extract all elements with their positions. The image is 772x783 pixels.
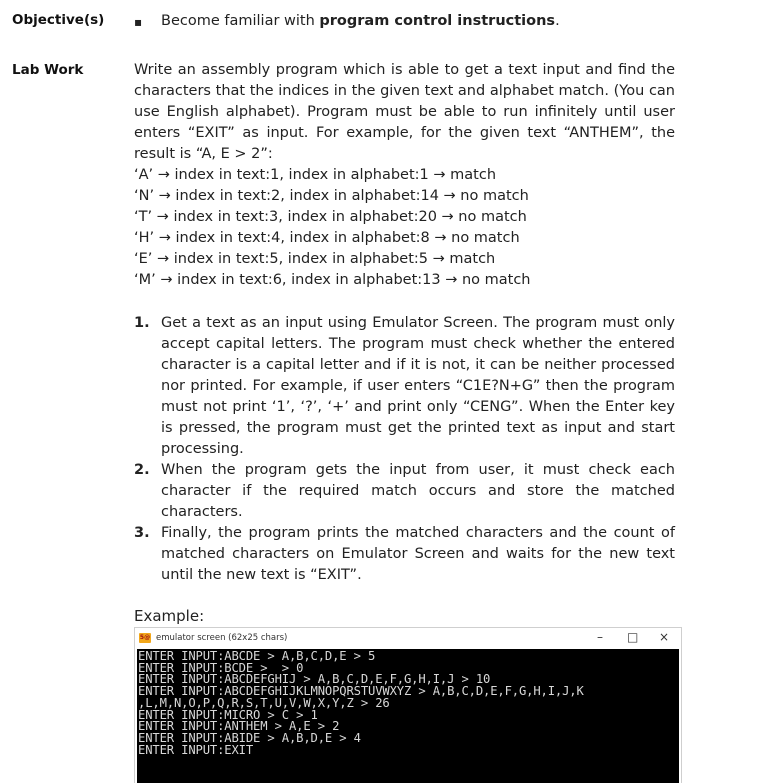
match-line: ‘T’ → index in text:3, index in alphabet:20 → no match [134, 209, 527, 225]
lab-work-label: Lab Work [12, 62, 84, 78]
emulator-output-line: ,L,M,N,O,P,Q,R,S,T,U,V,W,X,Y,Z > 26 [138, 695, 390, 710]
emulator-output-line: ENTER INPUT:ABCDE > A,B,C,D,E > 5 [138, 649, 376, 663]
emulator-screen[interactable] [137, 649, 679, 783]
objective-text [161, 11, 560, 32]
match-line: ‘A’ → index in text:1, index in alphabet:1 → match [134, 167, 497, 183]
close-icon[interactable]: × [659, 630, 670, 644]
emulator-output-line: ENTER INPUT:ABCDEFGHIJKLMNOPQRSTUVWXYZ > A,B,C,D,E,F,G,H,I,J,K [138, 684, 584, 699]
maximize-icon[interactable]: □ [627, 630, 639, 644]
objective-text-suffix: . [555, 13, 560, 29]
emulator-window [134, 627, 682, 783]
emulator-output [137, 649, 679, 756]
step-number: 3. [134, 525, 150, 541]
match-list [134, 165, 531, 291]
emulator-app-icon: 5@ [139, 634, 151, 641]
emulator-output-line: ENTER INPUT:ANTHEM > A,E > 2 [138, 719, 340, 734]
objective-bullet: ▪ [134, 15, 143, 29]
objective-label: Objective(s) [12, 12, 105, 28]
step-number: 2. [134, 462, 150, 478]
steps-list [134, 313, 675, 586]
emulator-title-bar [135, 628, 681, 648]
match-line: ‘M’ → index in text:6, index in alphabet:13 → no match [134, 272, 531, 288]
step-item [134, 523, 675, 586]
emulator-output-line: ENTER INPUT:EXIT [138, 742, 253, 757]
emulator-output-line: ENTER INPUT:MICRO > C > 1 [138, 707, 318, 722]
minimize-icon[interactable]: – [597, 630, 603, 644]
step-item [134, 313, 675, 460]
emulator-title: emulator screen (62x25 chars) [156, 633, 288, 643]
objective-text-prefix: Become familiar with [161, 13, 320, 29]
match-line: ‘N’ → index in text:2, index in alphabet:14 → no match [134, 188, 529, 204]
step-text: Finally, the program prints the matched characters and the count of matched characters on Emulator Screen and waits for the new text until the new text is “EXIT”. [161, 525, 675, 583]
match-line: ‘E’ → index in text:5, index in alphabet:5 → match [134, 251, 496, 267]
emulator-output-line: ENTER INPUT:ABCDEFGHIJ > A,B,C,D,E,F,G,H,I,J > 10 [138, 672, 491, 687]
match-line: ‘H’ → index in text:4, index in alphabet:8 → no match [134, 230, 520, 246]
step-text: Get a text as an input using Emulator Screen. The program must only accept capital letters. The program must check whether the entered character is a capital letter and if it is not, it can be neither processed nor printed. For example, if user enters “C1E?N+G” then the program must not print ‘1’, ‘?’, ‘+’ and print only “CENG”. When the Enter key is pressed, the program must get the printed text as input and start processing. [161, 315, 675, 457]
emulator-output-line: ENTER INPUT:ABIDE > A,B,D,E > 4 [138, 730, 361, 745]
emulator-output-line: ENTER INPUT:BCDE > > 0 [138, 660, 304, 675]
step-text: When the program gets the input from user, it must check each character if the required match occurs and store the matched characters. [161, 462, 675, 520]
lab-work-intro: Write an assembly program which is able to get a text input and find the characters that the indices in the given text and alphabet match. (You can use English alphabet). Program must be able to run infinitely until user enters “EXIT” as input. For example, for the given text “ANTHEM”, the result is “A, E > 2”: [134, 62, 675, 162]
step-item [134, 460, 675, 523]
objective-text-bold: program control instructions [319, 13, 556, 29]
example-label: Example: [134, 607, 205, 625]
step-number: 1. [134, 315, 150, 331]
